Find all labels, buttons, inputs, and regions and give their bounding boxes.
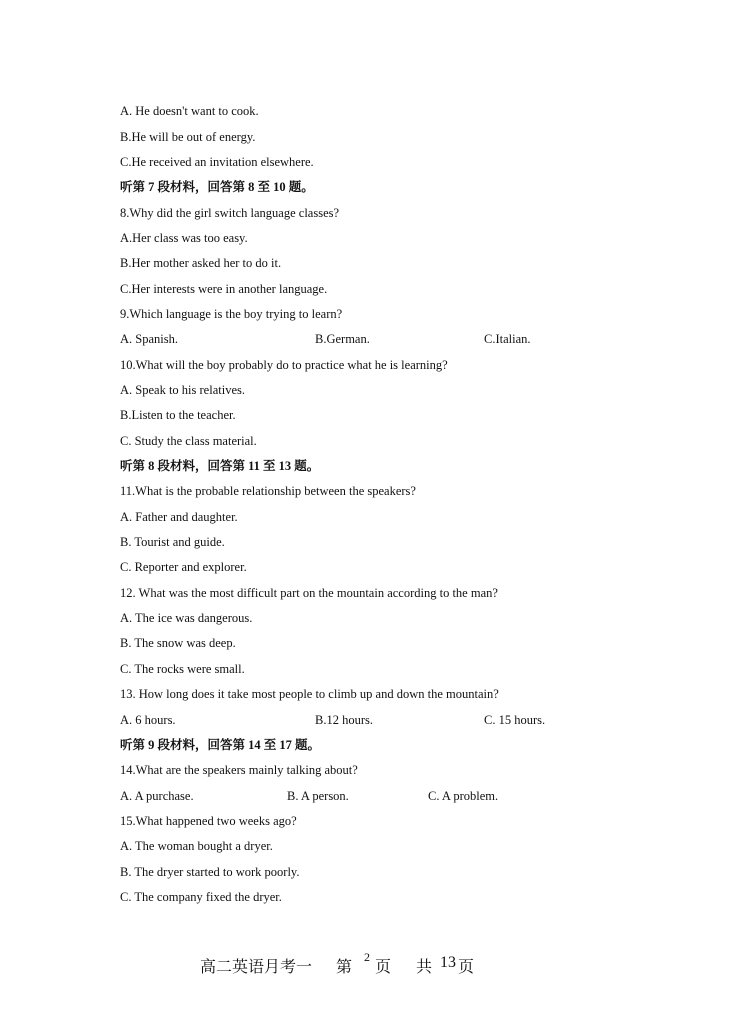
q7-option-b: B.He will be out of energy.: [120, 130, 256, 144]
footer-total-suffix: 页: [458, 959, 475, 976]
question-12: 12. What was the most difficult part on the mountain according to the man?: [120, 586, 498, 600]
q8-option-c: C.Her interests were in another language.: [120, 282, 328, 296]
q8-option-b: B.Her mother asked her to do it.: [120, 256, 282, 270]
q9-option-b: B.German.: [315, 332, 370, 346]
q11-option-b: B. Tourist and guide.: [120, 535, 225, 549]
question-15: 15.What happened two weeks ago?: [120, 814, 297, 828]
question-13: 13. How long does it take most people to climb up and down the mountain?: [120, 687, 499, 701]
q13-option-c: C. 15 hours.: [484, 713, 546, 727]
q12-option-a: A. The ice was dangerous.: [120, 611, 253, 625]
q10-option-b: B.Listen to the teacher.: [120, 408, 236, 422]
section-7-heading: 听第 7 段材料，回答第 8 至 10 题。: [120, 180, 314, 194]
q11-option-a: A. Father and daughter.: [120, 510, 238, 524]
q12-option-c: C. The rocks were small.: [120, 662, 245, 676]
footer-total-number: 13: [440, 954, 456, 971]
footer-page-suffix: 页: [375, 959, 392, 976]
q15-option-a: A. The woman bought a dryer.: [120, 839, 273, 853]
q10-option-a: A. Speak to his relatives.: [120, 383, 245, 397]
q15-option-c: C. The company fixed the dryer.: [120, 890, 282, 904]
question-10: 10.What will the boy probably do to practice what he is learning?: [120, 358, 448, 372]
q9-option-a: A. Spanish.: [120, 332, 178, 346]
question-8: 8.Why did the girl switch language classes?: [120, 206, 340, 220]
q11-option-c: C. Reporter and explorer.: [120, 560, 247, 574]
q14-option-c: C. A problem.: [428, 789, 499, 803]
footer-page-prefix: 第: [336, 959, 353, 976]
footer-page-number: 2: [364, 950, 370, 964]
footer-total-prefix: 共: [416, 959, 433, 976]
q14-option-a: A. A purchase.: [120, 789, 194, 803]
footer-exam-title: 高二英语月考一: [200, 959, 313, 976]
q10-option-c: C. Study the class material.: [120, 434, 257, 448]
q13-option-a: A. 6 hours.: [120, 713, 176, 727]
q7-option-c: C.He received an invitation elsewhere.: [120, 155, 314, 169]
q12-option-b: B. The snow was deep.: [120, 636, 236, 650]
question-14: 14.What are the speakers mainly talking about?: [120, 763, 358, 777]
q14-option-b: B. A person.: [287, 789, 349, 803]
q9-option-c: C.Italian.: [484, 332, 531, 346]
q15-option-b: B. The dryer started to work poorly.: [120, 865, 300, 879]
question-9: 9.Which language is the boy trying to learn?: [120, 307, 343, 321]
section-9-heading: 听第 9 段材料，回答第 14 至 17 题。: [120, 738, 321, 752]
section-8-heading: 听第 8 段材料，回答第 11 至 13 题。: [120, 459, 320, 473]
q7-option-a: A. He doesn't want to cook.: [120, 104, 259, 118]
q13-option-b: B.12 hours.: [315, 713, 373, 727]
question-11: 11.What is the probable relationship between the speakers?: [120, 484, 416, 498]
q8-option-a: A.Her class was too easy.: [120, 231, 248, 245]
